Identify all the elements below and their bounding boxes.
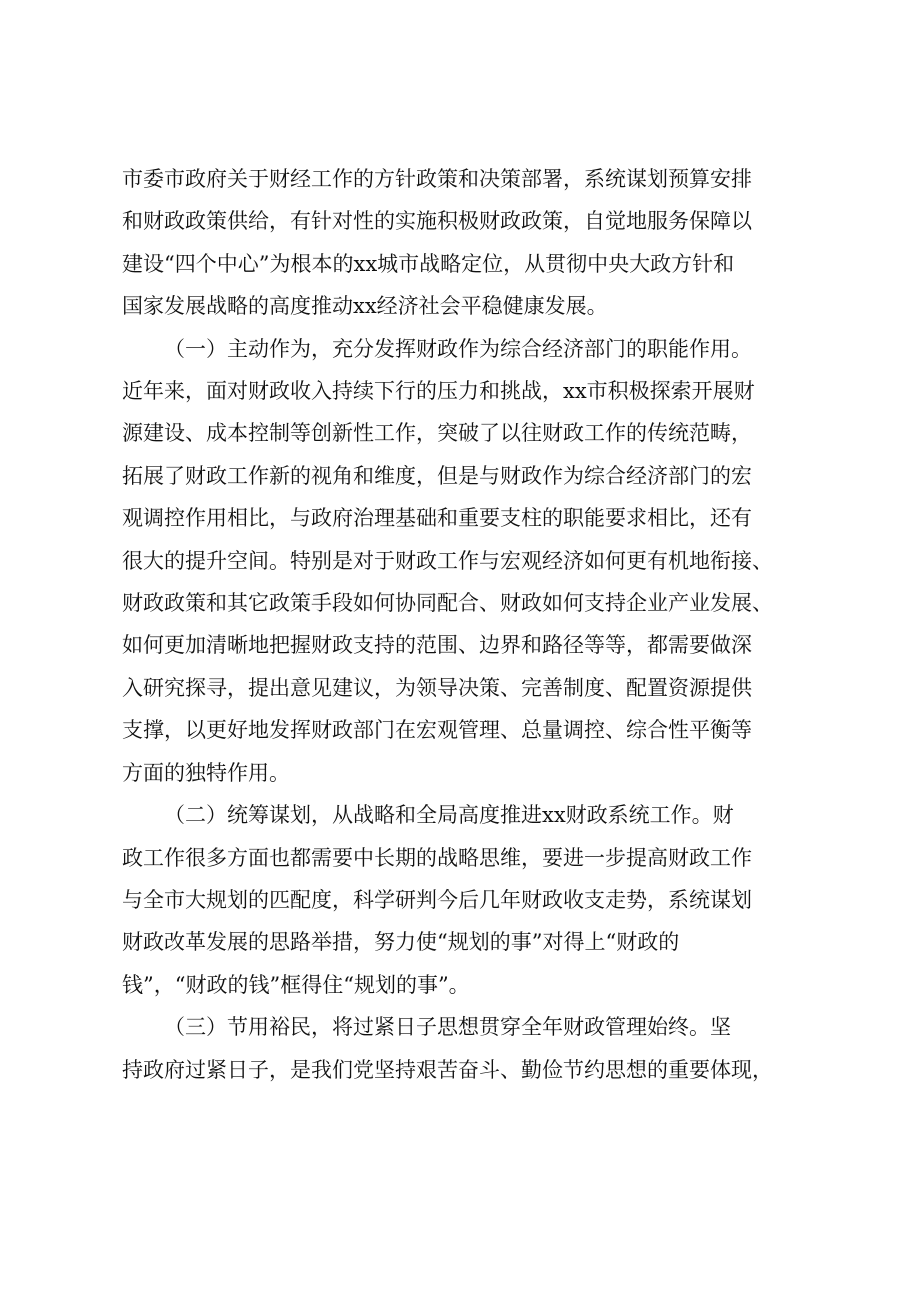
text-line: 观调控作用相比，与政府治理基础和重要支柱的职能要求相比，还有 bbox=[122, 506, 752, 531]
paragraph-continuation bbox=[122, 158, 822, 328]
text-line: 钱”，“财政的钱”框得住“规划的事”。 bbox=[122, 972, 470, 997]
paragraph-section-2 bbox=[122, 794, 822, 1006]
text-line: 很大的提升空间。特别是对于财政工作与宏观经济如何更有机地衔接、 bbox=[122, 548, 773, 573]
paragraph-section-3 bbox=[122, 1006, 822, 1091]
text-line: 市委市政府关于财经工作的方针政策和决策部署，系统谋划预算安排 bbox=[122, 167, 752, 191]
text-line: 支撑，以更好地发挥财政部门在宏观管理、总量调控、综合性平衡等 bbox=[122, 718, 752, 743]
document-body bbox=[122, 158, 822, 1091]
text-line: 建设“四个中心”为根本的xx城市战略定位，从贯彻中央大政方针和 bbox=[122, 251, 735, 276]
text-line: 方面的独特作用。 bbox=[122, 760, 290, 785]
text-line: 近年来，面对财政收入持续下行的压力和挑战，xx市积极探索开展财 bbox=[122, 379, 755, 404]
text-line: 政工作很多方面也都需要中长期的战略思维，要进一步提高财政工作 bbox=[122, 845, 752, 870]
text-line: 与全市大规划的匹配度，科学研判今后几年财政收支走势，系统谋划 bbox=[122, 887, 752, 912]
text-line-indented: （二）统筹谋划，从战略和全局高度推进xx财政系统工作。财 bbox=[164, 803, 734, 828]
text-line: 和财政政策供给，有针对性的实施积极财政政策，自觉地服务保障以 bbox=[122, 209, 752, 234]
text-line: 如何更加清晰地把握财政支持的范围、边界和路径等等，都需要做深 bbox=[122, 633, 752, 658]
text-line: 持政府过紧日子，是我们党坚持艰苦奋斗、勤俭节约思想的重要体现， bbox=[122, 1057, 773, 1082]
text-line: 国家发展战略的高度推动xx经济社会平稳健康发展。 bbox=[122, 294, 608, 319]
text-line: 拓展了财政工作新的视角和维度，但是与财政作为综合经济部门的宏 bbox=[122, 463, 752, 488]
text-line-indented: （三）节用裕民，将过紧日子思想贯穿全年财政管理始终。坚 bbox=[164, 1015, 731, 1040]
paragraph-section-1 bbox=[122, 328, 822, 794]
text-line: 入研究探寻，提出意见建议，为领导决策、完善制度、配置资源提供 bbox=[122, 675, 752, 700]
text-line-indented: （一）主动作为，充分发挥财政作为综合经济部门的职能作用。 bbox=[164, 336, 752, 361]
text-line: 财政改革发展的思路举措，努力使“规划的事”对得上“财政的 bbox=[122, 930, 680, 955]
text-line: 源建设、成本控制等创新性工作，突破了以往财政工作的传统范畴， bbox=[122, 421, 752, 446]
text-line: 财政政策和其它政策手段如何协同配合、财政如何支持企业产业发展、 bbox=[122, 591, 773, 616]
